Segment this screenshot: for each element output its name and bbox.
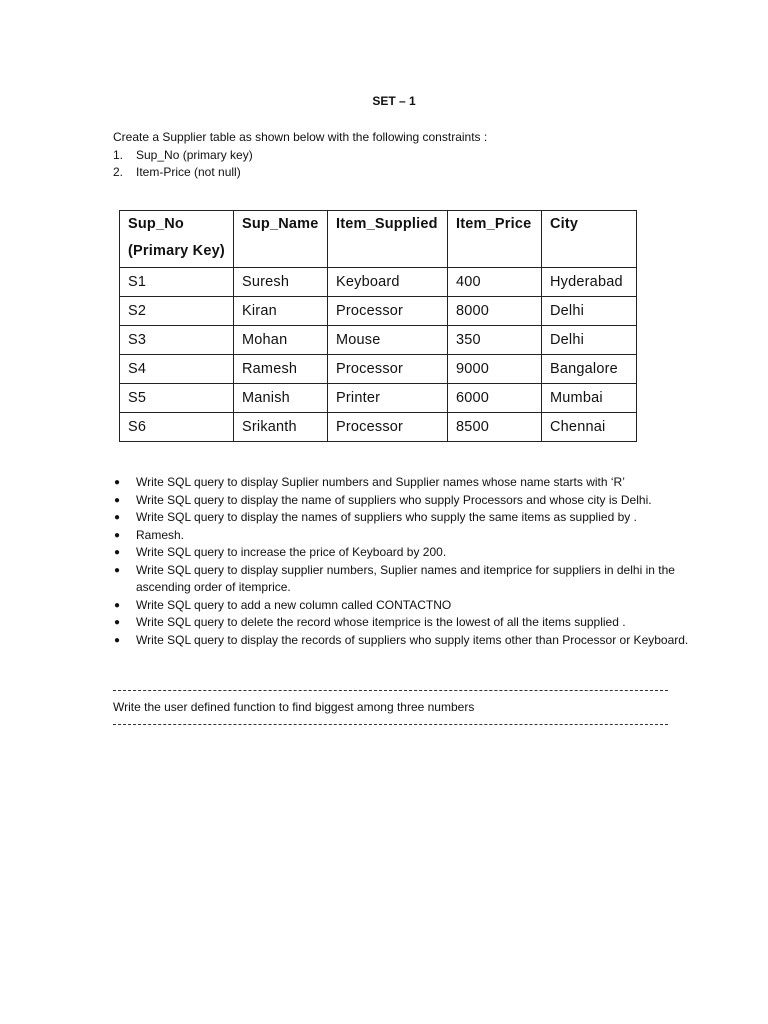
cell-sup-no: S1	[120, 268, 234, 297]
cell-item-price: 350	[448, 326, 542, 355]
cell-city: Bangalore	[542, 355, 637, 384]
bullet-icon: ●	[114, 512, 121, 523]
bullet-icon: ●	[114, 634, 121, 646]
bullet-icon: ●	[114, 617, 121, 628]
question-text: Write SQL query to display the records of suppliers who supply items other than Processor or Keyboard.	[136, 632, 689, 647]
questions-section	[113, 474, 693, 649]
cell-sup-name: Srikanth	[234, 413, 328, 442]
constraint-number: 2.	[113, 165, 124, 179]
intro-section	[113, 129, 487, 182]
questions-list	[113, 474, 693, 649]
cell-item-supplied: Printer	[328, 384, 448, 413]
header-item-price	[448, 211, 542, 268]
cell-sup-name: Suresh	[234, 268, 328, 297]
cell-sup-no: S4	[120, 355, 234, 384]
bullet-icon: ●	[114, 494, 121, 506]
cell-item-supplied: Keyboard	[328, 268, 448, 297]
table-row	[120, 355, 637, 384]
question-item	[113, 597, 693, 615]
question-item	[113, 527, 693, 545]
cell-item-supplied: Processor	[328, 413, 448, 442]
constraint-item	[113, 147, 487, 165]
cell-sup-name: Manish	[234, 384, 328, 413]
dashed-divider-top	[113, 690, 668, 691]
header-sup-name	[234, 211, 328, 268]
bullet-icon: ●	[114, 547, 121, 558]
cell-sup-no: S6	[120, 413, 234, 442]
constraint-number: 1.	[113, 147, 124, 162]
cell-sup-no: S3	[120, 326, 234, 355]
question-item	[113, 509, 693, 527]
question-item	[113, 632, 693, 650]
cell-sup-name: Mohan	[234, 326, 328, 355]
table-row	[120, 326, 637, 355]
bullet-icon: ●	[114, 564, 121, 576]
header-city	[542, 211, 637, 268]
question-text: Write SQL query to display Suplier numbers and Supplier names whose name starts with ‘R’	[136, 475, 625, 489]
question-text: Write SQL query to delete the record whose itemprice is the lowest of all the items supplied .	[136, 615, 626, 629]
question-item	[113, 474, 693, 492]
cell-item-price: 9000	[448, 355, 542, 384]
table-header-row	[120, 211, 637, 268]
table-row	[120, 384, 637, 413]
cell-city: Hyderabad	[542, 268, 637, 297]
header-city-label: City	[550, 216, 579, 232]
question-text: Write SQL query to increase the price of Keyboard by 200.	[136, 545, 447, 559]
cell-item-price: 400	[448, 268, 542, 297]
constraints-list	[113, 147, 487, 182]
question-text: Write SQL query to display the names of suppliers who supply the same items as supplied by .	[136, 510, 637, 524]
header-item-supplied	[328, 211, 448, 268]
bullet-icon: ●	[114, 599, 121, 611]
cell-item-price: 6000	[448, 384, 542, 413]
header-sup-no-line2: (Primary Key)	[128, 243, 225, 259]
cell-sup-no: S5	[120, 384, 234, 413]
page-title: SET – 1	[372, 94, 416, 108]
header-sup-name-label: Sup_Name	[242, 216, 319, 232]
question-text: Write SQL query to display the name of suppliers who supply Processors and whose city is Delhi.	[136, 492, 652, 507]
question-item	[113, 492, 693, 510]
supplier-table	[119, 210, 637, 442]
bullet-icon: ●	[114, 529, 121, 541]
cell-sup-name: Ramesh	[234, 355, 328, 384]
question-text: Write SQL query to add a new column called CONTACTNO	[136, 597, 452, 612]
table-row	[120, 297, 637, 326]
cell-item-price: 8500	[448, 413, 542, 442]
header-sup-no-line1: Sup_No	[128, 216, 184, 232]
question-item	[113, 562, 693, 597]
cell-city: Chennai	[542, 413, 637, 442]
cell-city: Delhi	[542, 297, 637, 326]
cell-sup-name: Kiran	[234, 297, 328, 326]
constraint-item	[113, 164, 487, 182]
cell-item-supplied: Mouse	[328, 326, 448, 355]
function-task-text: Write the user defined function to find biggest among three numbers	[113, 700, 475, 714]
table-row	[120, 268, 637, 297]
question-text: Write SQL query to display supplier numbers, Suplier names and itemprice for suppliers in delhi in the ascending order of itemprice.	[136, 562, 675, 594]
constraint-text: Sup_No (primary key)	[136, 147, 253, 162]
cell-city: Mumbai	[542, 384, 637, 413]
question-text: Ramesh.	[136, 527, 185, 542]
question-item	[113, 544, 693, 562]
header-item-price-label: Item_Price	[456, 216, 532, 232]
bullet-icon: ●	[114, 477, 121, 488]
question-item	[113, 614, 693, 632]
intro-text: Create a Supplier table as shown below with the following constraints :	[113, 130, 488, 144]
cell-item-supplied: Processor	[328, 355, 448, 384]
header-item-supplied-label: Item_Supplied	[336, 216, 438, 232]
cell-sup-no: S2	[120, 297, 234, 326]
dashed-divider-bottom	[113, 724, 668, 725]
table-row	[120, 413, 637, 442]
constraint-text: Item-Price (not null)	[136, 165, 241, 179]
cell-city: Delhi	[542, 326, 637, 355]
cell-item-price: 8000	[448, 297, 542, 326]
cell-item-supplied: Processor	[328, 297, 448, 326]
header-sup-no	[120, 211, 234, 268]
